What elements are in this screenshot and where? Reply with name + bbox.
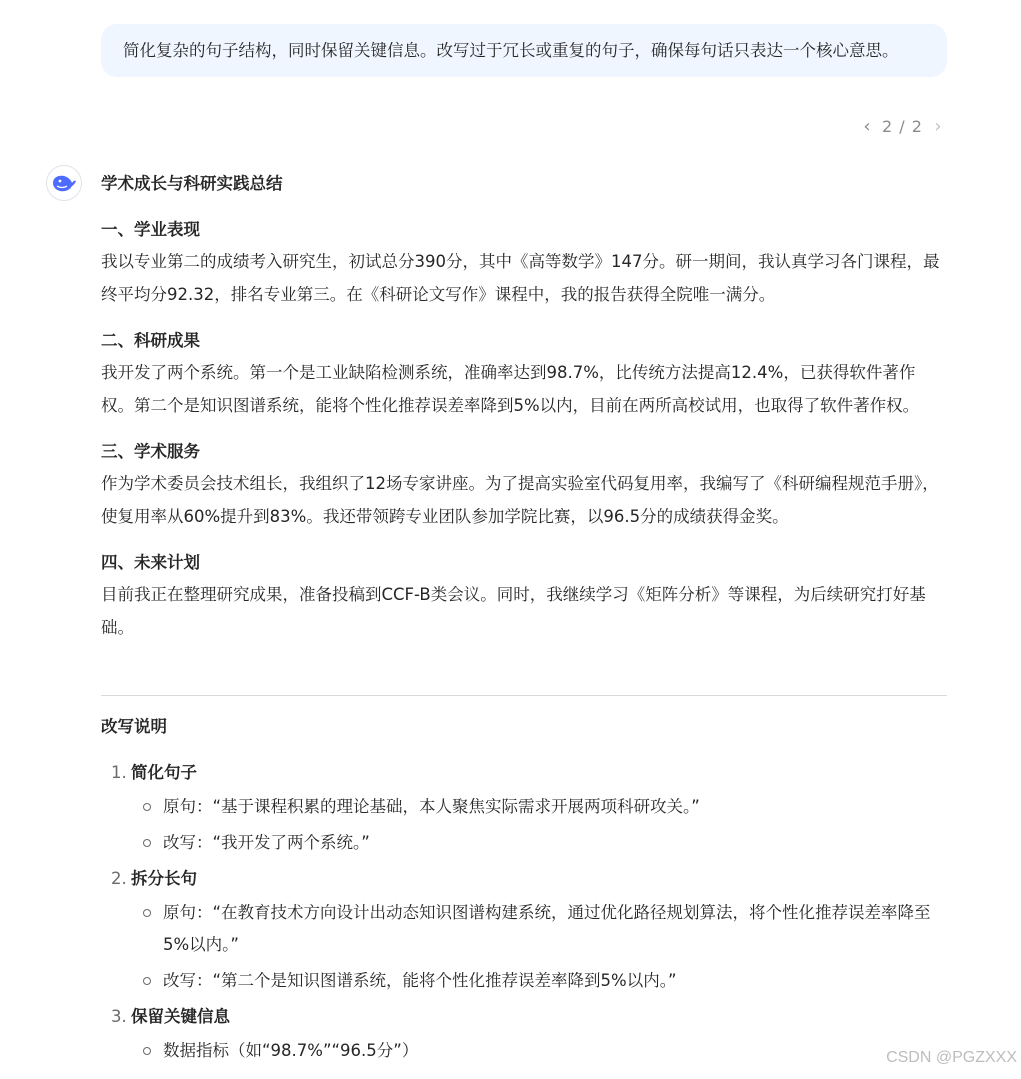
section-body: 我开发了两个系统。第一个是工业缺陷检测系统，准确率达到98.7%，比传统方法提高12.4%，已获得软件著作权。第二个是知识图谱系统，能将个性化推荐误差率降到5%以内，目前在两所高校试用，也取得了软件著作权。: [101, 363, 920, 415]
bullet-icon: [143, 1047, 151, 1055]
bullet-icon: [143, 803, 151, 811]
sub-item-text: 改写：“第二个是知识图谱系统，能将个性化推荐误差率降到5%以内。”: [163, 971, 677, 990]
section-heading: 一、学业表现: [101, 220, 200, 239]
sub-item-text: 数据指标（如“98.7%”“96.5分”）: [163, 1041, 419, 1060]
sub-list-item: [101, 965, 947, 997]
section-body: 作为学术委员会技术组长，我组织了12场专家讲座。为了提高实验室代码复用率，我编写了《科研编程规范手册》，使复用率从60%提升到83%。我还带领跨专业团队参加学院比赛，以96.5分的成绩获得金奖。: [101, 474, 939, 526]
sub-item-text: 改写：“我开发了两个系统。”: [163, 833, 370, 852]
sub-item-text: 原句：“基于课程积累的理论基础，本人聚焦实际需求开展两项科研攻关。”: [163, 797, 700, 816]
list-item: [101, 758, 947, 859]
sub-list-item: [101, 1035, 947, 1067]
sub-list-item: [101, 791, 947, 823]
section-heading: 三、学术服务: [101, 442, 200, 461]
list-item-label: 保留关键信息: [131, 1007, 230, 1026]
list-number: 3.: [111, 1007, 127, 1026]
assistant-answer: [101, 168, 947, 644]
section-heading: 四、未来计划: [101, 553, 200, 572]
divider: [101, 695, 947, 696]
list-item: [101, 1002, 947, 1067]
sub-list: [101, 791, 947, 859]
assistant-avatar: [46, 165, 82, 201]
pager-count: 2 / 2: [882, 116, 923, 136]
section-academic: [101, 215, 947, 311]
watermark: CSDN @PGZXXX: [886, 1049, 1017, 1066]
answer-title: 学术成长与科研实践总结: [101, 174, 283, 193]
response-pager: [858, 114, 947, 138]
bullet-icon: [143, 977, 151, 985]
section-future: [101, 548, 947, 644]
sub-list: [101, 1035, 947, 1067]
list-number: 1.: [111, 763, 127, 782]
section-body: 目前我正在整理研究成果，准备投稿到CCF-B类会议。同时，我继续学习《矩阵分析》等课程，为后续研究打好基础。: [101, 585, 926, 637]
section-service: [101, 437, 947, 533]
sub-list: [101, 897, 947, 997]
user-message-text: 简化复杂的句子结构，同时保留关键信息。改写过于冗长或重复的句子，确保每句话只表达一个核心意思。: [123, 41, 899, 60]
list-item-label: 简化句子: [131, 763, 197, 782]
list-item-label: 拆分长句: [131, 869, 197, 888]
user-message-bubble: [101, 24, 947, 77]
whale-logo-icon: [51, 172, 77, 194]
section-research: [101, 326, 947, 422]
notes-list: [101, 758, 947, 1067]
list-item: [101, 864, 947, 997]
chevron-right-icon[interactable]: ›: [934, 115, 942, 137]
chevron-left-icon[interactable]: ‹: [863, 115, 871, 137]
bullet-icon: [143, 839, 151, 847]
sub-item-text: 原句：“在教育技术方向设计出动态知识图谱构建系统，通过优化路径规划算法，将个性化推荐误差率降至5%以内。”: [163, 903, 931, 954]
sub-list-item: [101, 897, 947, 961]
notes-title: 改写说明: [101, 717, 167, 736]
list-number: 2.: [111, 869, 127, 888]
section-body: 我以专业第二的成绩考入研究生，初试总分390分，其中《高等数学》147分。研一期间，我认真学习各门课程，最终平均分92.32，排名专业第三。在《科研论文写作》课程中，我的报告获得全院唯一满分。: [101, 252, 940, 304]
bullet-icon: [143, 909, 151, 917]
rewrite-notes: [101, 712, 947, 1072]
section-heading: 二、科研成果: [101, 331, 200, 350]
sub-list-item: [101, 827, 947, 859]
